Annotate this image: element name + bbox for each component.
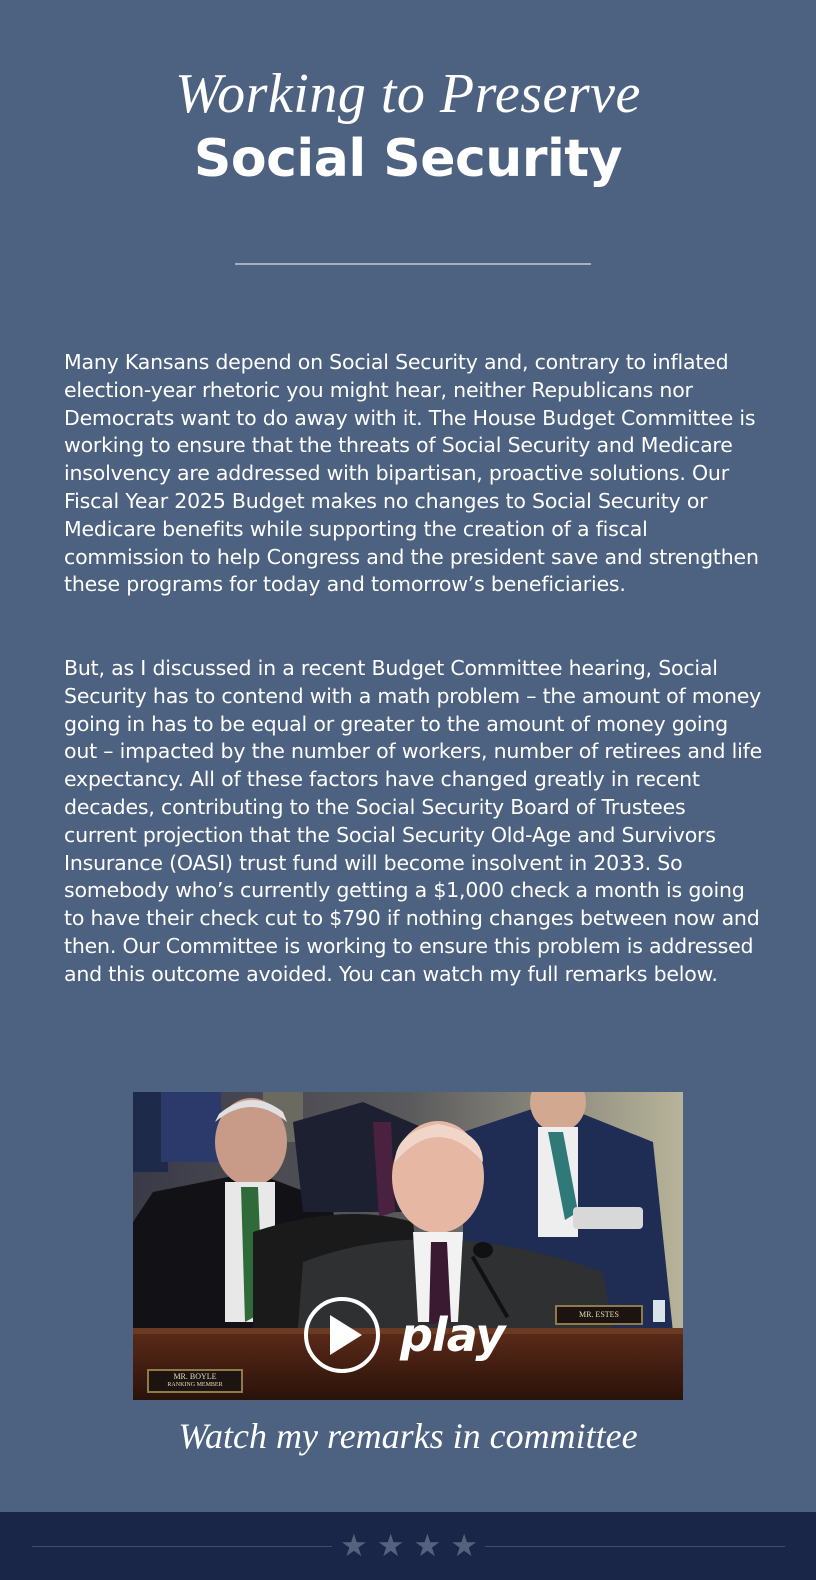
play-triangle-icon <box>330 1315 362 1355</box>
body-paragraph-2: But, as I discussed in a recent Budget Committee hearing, Social Security has to contend with a math problem – the amount of money going in has to be equal or greater to the amount of money going out – impacted by the number of workers, number of retirees and life expectancy. All of these factors have changed greatly in recent decades, contributing to the Social Security Board of Trustees current projection that the Social Security Old-Age and Survivors Insurance (OASI) trust fund will become insolvent in 2033. So somebody who’s currently getting a $1,000 check a month is going to have their check cut to $790 if nothing changes between now and then. Our Committee is working to ensure this problem is addressed and this outcome avoided. You can watch my full remarks below. <box>64 656 763 986</box>
nameplate-right <box>555 1305 643 1325</box>
body-paragraph-1: Many Kansans depend on Social Security and, contrary to inflated election-year rhetoric you might hear, neither Republicans nor Democrats want to do away with it. The House Budget Committee is working to ensure that the threats of Social Security and Medicare insolvency are addressed with bipartisan, proactive solutions. Our Fiscal Year 2025 Budget makes no changes to Social Security or Medicare benefits while supporting the creation of a fiscal commission to help Congress and the president save and strengthen these programs for today and tomorrow’s beneficiaries. <box>64 350 759 597</box>
star-icon: ★ <box>450 1528 478 1564</box>
title-script: Working to Preserve <box>175 63 641 125</box>
play-circle-icon[interactable] <box>304 1297 380 1373</box>
page-title: Social Security <box>193 129 623 189</box>
star-icon: ★ <box>376 1528 405 1564</box>
title-divider <box>235 263 591 265</box>
nameplate-left-title: RANKING MEMBER <box>167 1382 223 1388</box>
play-button[interactable] <box>304 1297 504 1373</box>
nameplate-right-name: MR. ESTES <box>578 1310 619 1319</box>
video-player[interactable] <box>133 1092 683 1400</box>
star-icon: ★ <box>413 1528 442 1564</box>
footer-line-left <box>32 1546 332 1547</box>
footer <box>0 1512 816 1580</box>
page-header <box>0 62 816 192</box>
star-icon: ★ <box>340 1528 368 1564</box>
nameplate-left <box>147 1369 243 1393</box>
footer-line-right <box>485 1546 785 1547</box>
nameplate-left-name: MR. BOYLE <box>173 1372 217 1381</box>
video-caption: Watch my remarks in committee <box>178 1416 638 1456</box>
play-label[interactable]: play <box>400 1308 505 1362</box>
footer-stars <box>340 1529 478 1563</box>
